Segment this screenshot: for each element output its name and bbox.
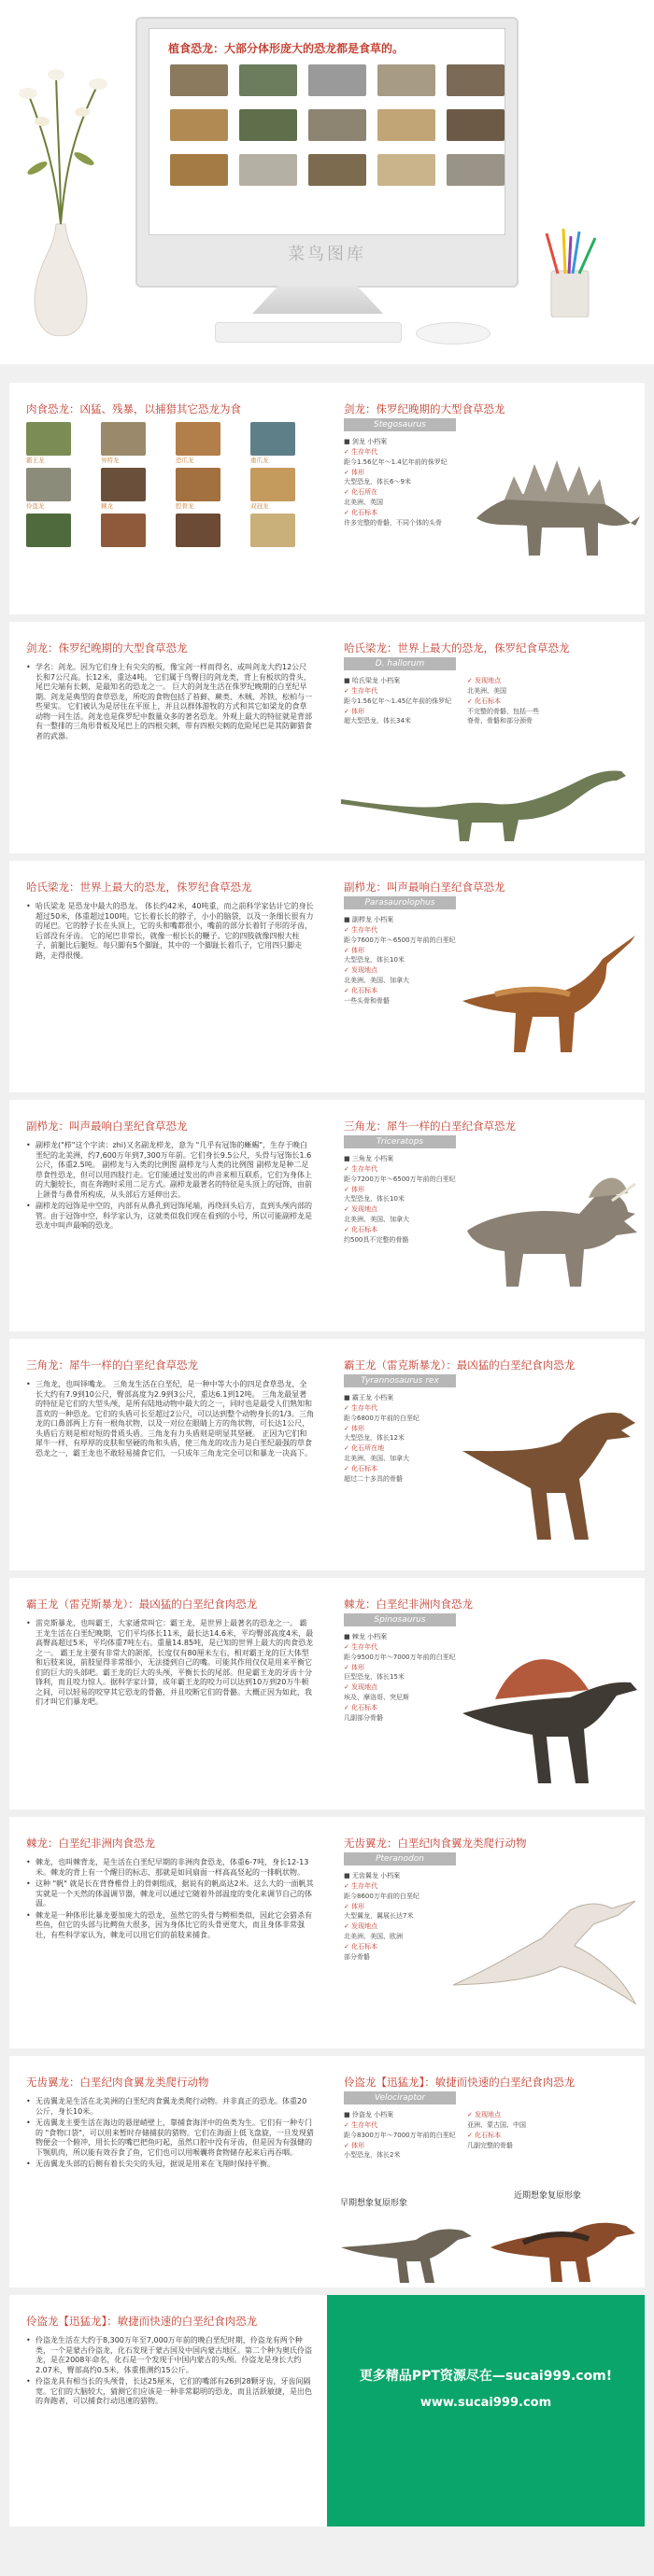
slide-pteranodon-profile bbox=[327, 1817, 645, 2048]
dino-grid bbox=[26, 422, 295, 557]
monitor-screen bbox=[149, 28, 505, 235]
bullet-item: • 伶盗龙具有相当长的头颅骨，长达25厘米，它们的嘴部有26到28颗牙齿，牙齿间隔宽。它们的大脑较大，猜测它们应该是一种非常聪明的恐龙，而且活跃敏捷，是出色的奔跑者，可以捕食行动迅速的猎物。 bbox=[26, 2377, 314, 2407]
slide-title: 肉食恐龙：凶猛、残暴，以捕猎其它恐龙为食 bbox=[26, 402, 241, 415]
slide-stegosaurus-profile bbox=[327, 383, 645, 614]
slide-pteranodon-text bbox=[9, 2056, 327, 2287]
thumb-item bbox=[239, 64, 297, 105]
flower-vase-icon bbox=[9, 56, 112, 336]
bullet-list bbox=[26, 1619, 314, 1710]
slide-title: 无齿翼龙：白垩纪肉食翼龙类爬行动物 bbox=[344, 1837, 527, 1850]
velociraptor-recent-icon bbox=[486, 2205, 640, 2285]
thumb-item bbox=[377, 154, 435, 194]
promo-url-link[interactable]: www.sucai999.com bbox=[419, 2396, 552, 2410]
slide-triceratops-profile bbox=[327, 1100, 645, 1331]
monitor bbox=[135, 17, 519, 288]
slide-tyrannosaurus-text bbox=[9, 1578, 327, 1809]
grid-item: 伶盗龙 bbox=[26, 468, 71, 512]
slide-title: 剑龙：侏罗纪晚期的大型食草恐龙 bbox=[26, 641, 188, 655]
grid-item bbox=[250, 514, 295, 557]
bullet-item: • 三角龙，也叫铎嘴龙。 三角龙生活在白垩纪，是一种中等大小的四足食草恐龙，全长大约有7.9到10公尺，臀部高度为2.9到3公尺，重达6.1到12吨。 三角龙最显著的特征是它们的大型头颅，是所有陆地动物中最大的之一，同时也是最受人们熟知和喜欢的一种恐龙。它们的头盾可长至超过2公尺，可以达到整个动物身长的1/3。三角龙的口鼻部两上方有一根角状物，以及一对位在眼睛上方的角状物，可长达1公尺，头盾后方则是相对短的骨质头盾。三角龙有力头盾则是明显其坚硬。 正因为它们和犀牛一样，有厚厚的皮肤和坚硬的角和头盾，使三角龙的攻击力是白垩纪最强的草食恐龙之一，霸王龙也不敢轻易捕食它们，一只成年三角龙完全可以和暴龙一决高下。 bbox=[26, 1380, 314, 1458]
bullet-item: • 无齿翼龙头部的后侧有着长尖尖的头冠，据说是用来在飞翔时保持平衡。 bbox=[26, 2160, 314, 2170]
species-tag: Parasaurolophus bbox=[344, 896, 456, 909]
thumb-item bbox=[377, 64, 435, 105]
slide-title: 无齿翼龙：白垩纪肉食翼龙类爬行动物 bbox=[26, 2076, 209, 2089]
bullet-item: • 棘龙是一种体形比暴龙要加庞大的恐龙，虽然它的头骨与鳄相类似，因此它会猎杀有些鱼，但它的头部与比鳄鱼大很多，因为身体比它的头骨更宽大，而且身体非常强壮，有些科学家认为，棘龙可以用它们的前肢来捕食。 bbox=[26, 1911, 314, 1941]
grid-item: 霸王龙 bbox=[26, 422, 71, 466]
bullet-list bbox=[26, 663, 314, 743]
bullet-item: • 哈氏梁龙 是恐龙中最大的恐龙。 体长约42米，40吨重，而之前科学家估计它的身长超过50米，体重超过100吨。它长着长长的脖子，小小的脑袋，以及一条细长很有力的尾巴。它的脖子长在头顶上，它的头和嘴都很小，嘴前的部分长着钉子形的牙齿，后部没有牙齿。 它的尾巴非常长，就像一根长长的鞭子。它的四肢就像四根大柱子，前腿比后腿短。每只脚有5个脚趾，其中的一个脚趾长着爪子，它用四只脚走路，走得很慢。 bbox=[26, 902, 314, 961]
slide-title: 三角龙：犀牛一样的白垩纪食草恐龙 bbox=[344, 1119, 516, 1133]
bullet-item: • 这种 "帆" 就是长在背脊椎骨上的骨刺组成，据说有的帆高达2米。这么大的一面帆其实就是一个天然的体温调节器，棘龙可以通过它随着外部温度的变化来调节自己的体温。 bbox=[26, 1879, 314, 1909]
thumb-item bbox=[308, 109, 366, 149]
thumb-item bbox=[447, 64, 505, 105]
bullet-item: • 学名：剑龙。因为它们身上有尖尖的板，像宝剑一样而得名，或叫剑龙大约12公尺长和7公尺高。长12米，重达4吨。 它们属于鸟臀目的剑龙类，背上有板状的骨头，尾巴尖端有长刺，是最知名的恐龙之一。 巨大的剑龙生活在侏罗纪晚期的白垩纪早期。剑龙是典型的食草恐龙，所吃的食物包括了苔藓、蕨类、木贼、苏铁、松柏与一些果实。 它们被认为是居住在平原上，并且以群体游牧的方式和其它如梁龙的食草动物一同生活。剑龙也是侏罗纪中数量众多的著名恐龙。外观上最大的特征就是背部有一整排的三角形骨板及尾巴上的四根尖刺，带有四根尖刺的危险尾巴是其防御猎食者的武器。 bbox=[26, 663, 314, 741]
slide-title: 棘龙：白垩纪非洲肉食恐龙 bbox=[26, 1837, 155, 1850]
slide-stegosaurus-text bbox=[9, 622, 327, 853]
species-tag: Triceratops bbox=[344, 1135, 456, 1148]
grid-item: 重爪龙 bbox=[250, 422, 295, 466]
keyboard bbox=[215, 322, 402, 343]
thumb-item bbox=[170, 64, 228, 105]
thumb-item bbox=[170, 109, 228, 149]
bullet-list bbox=[26, 1141, 314, 1233]
info-panel: ■ 副栉龙 小档案 ✓ 生存年代 距今7600万年～6500万年前的白垩纪 ✓ 体形 大型恐龙，体长10米 ✓ 发现地点 北美洲、美国、加拿大 ✓ 化石标本 一些头骨和骨骼 bbox=[344, 916, 456, 1005]
slide-title: 霸王龙（雷克斯暴龙）：最凶猛的白垩纪食肉恐龙 bbox=[344, 1358, 576, 1372]
thumb-item bbox=[239, 154, 297, 194]
thumb-item bbox=[447, 109, 505, 149]
bullet-list bbox=[26, 1380, 314, 1460]
species-tag: Velociraptor bbox=[344, 2091, 456, 2104]
species-tag: Stegosaurus bbox=[344, 418, 456, 431]
slide-title: 棘龙：白垩纪非洲肉食恐龙 bbox=[344, 1598, 473, 1611]
bullet-list bbox=[26, 2336, 314, 2409]
grid-item bbox=[176, 514, 220, 557]
slide-title: 伶盗龙【迅猛龙】：敏捷而快速的白垩纪食肉恐龙 bbox=[344, 2076, 576, 2089]
slide-hallorum-profile bbox=[327, 622, 645, 853]
slide-title: 副栉龙：叫声最响白垩纪食草恐龙 bbox=[344, 880, 505, 894]
species-tag: Spinosaurus bbox=[344, 1613, 456, 1626]
bullet-list bbox=[26, 1858, 314, 1942]
bullet-list bbox=[26, 2097, 314, 2172]
slide-title: 伶盗龙【迅猛龙】：敏捷而快速的白垩纪食肉恐龙 bbox=[26, 2315, 258, 2328]
slide-carnivores bbox=[9, 383, 327, 614]
stegosaurus-icon bbox=[467, 434, 640, 565]
bullet-item: • 伶盗龙生活在大约于8,300万年至7,000万年前的晚白垩纪时期，伶盗龙有两个种类，一个是蒙古伶盗龙，化石发现于蒙古国及中国内蒙古地区。第二个种为奥氏伶盗龙，是在2008年命名，化石是一个发现于中国内蒙古的头颅。伶盗龙是身长大约2.07米，臀部高约0.5米，体重推测约15公斤。 bbox=[26, 2336, 314, 2375]
thumb-item bbox=[239, 109, 297, 149]
bullet-item: • 副栉龙的冠饰是中空的，内部有从鼻孔到冠饰尾端，再绕回头后方，直到头颅内部的管。由于冠饰中空，科学家认为，这就类似我们现在看到的小号，所以可能副栉龙是恐龙中叫声最响的恐龙。 bbox=[26, 1202, 314, 1232]
screen-title: 植食恐龙：大部分体形庞大的恐龙都是食草的。 bbox=[168, 42, 405, 55]
grid-item: 棘龙 bbox=[101, 468, 146, 512]
diplodocus-icon bbox=[336, 753, 635, 846]
info-panel: ■ 无齿翼龙 小档案 ✓ 生存年代 距今8600万年前的白垩纪 ✓ 体形 大型翼龙，翼展长达7米 ✓ 发现地点 北美洲、美国、欧洲 ✓ 化石标本 部分骨骼 bbox=[344, 1872, 419, 1961]
slide-parasaurolophus-profile bbox=[327, 861, 645, 1092]
promo-text: 更多精品PPT资源尽在—sucai999.com! bbox=[359, 2369, 613, 2384]
thumb-item bbox=[308, 154, 366, 194]
thumb-item bbox=[447, 154, 505, 194]
info-panel-2: ✓ 发现地点 亚洲、蒙古国、中国 ✓ 化石标本 几副完整的骨骼 bbox=[467, 2111, 526, 2149]
species-tag: D. hallorum bbox=[344, 657, 456, 670]
slide-title: 霸王龙（雷克斯暴龙）：最凶猛的白垩纪食肉恐龙 bbox=[26, 1598, 258, 1611]
slide-title: 哈氏梁龙：世界上最大的恐龙，侏罗纪食草恐龙 bbox=[344, 641, 570, 655]
info-panel-2: ✓ 发现地点 北美洲、美国 ✓ 化石标本 不完整的骨骼，包括一些脊骨、骨骼和部分颈骨 bbox=[467, 677, 539, 725]
slide-title: 三角龙：犀牛一样的白垩纪食草恐龙 bbox=[26, 1358, 198, 1372]
grid-item: 双冠龙 bbox=[250, 468, 295, 512]
spinosaurus-icon bbox=[458, 1625, 640, 1793]
pencil-cup-icon bbox=[537, 229, 603, 317]
species-tag: Tyrannosaurus rex bbox=[344, 1374, 456, 1387]
info-panel: ■ 剑龙 小档案 ✓ 生存年代 距今1.56亿年～1.4亿年前的侏罗纪 ✓ 体形 大型恐龙，体长6～9米 ✓ 化石所在 北美洲、英国 ✓ 化石标本 许多完整的骨骼，不同个体的头骨 bbox=[344, 438, 448, 527]
hero-banner bbox=[0, 0, 654, 364]
bullet-item: • 雷克斯暴龙，也叫霸王，大家通常叫它：霸王龙，是世界上最著名的恐龙之一。 霸王龙生活在白垩纪晚期，它们平均体长11米，最长达14.6米，平均臀部高度4米，最高臀高超过5米，平均体重7吨左右。重量14.85吨，是已知的世界上最大的肉食恐龙之一。 霸王龙主要有非常大的颌部，长度仅有80厘米左右，相对霸王龙的巨大体型和后肢来说，前肢显得非常细小，无法搂到自己的嘴。可能其作用仅仅是用来平衡它们的巨大的头部吧。霸王龙的巨大的头颅，平衡长长的尾部。但是霸王龙的牙齿十分锋利，而且咬力惊人。据科学家计算，成年霸王龙的咬力可以达到10万到20万牛顿之间，可以轻易的咬穿其它恐龙的骨骼，并且咬断它们的骨骼。大概正因为如此，我们才叫它们暴龙吧。 bbox=[26, 1619, 314, 1708]
thumb-grid bbox=[170, 64, 505, 194]
early-image-label: 早期想象复原形象 bbox=[340, 2199, 408, 2208]
promo-banner[interactable] bbox=[327, 2295, 645, 2527]
slide-spinosaurus-text bbox=[9, 1817, 327, 2048]
slide-title: 副栉龙：叫声最响白垩纪食草恐龙 bbox=[26, 1119, 188, 1133]
species-tag: Pteranodon bbox=[344, 1852, 456, 1865]
slide-title: 剑龙：侏罗纪晚期的大型食草恐龙 bbox=[344, 402, 505, 415]
velociraptor-early-icon bbox=[336, 2210, 476, 2285]
bullet-list bbox=[26, 902, 314, 963]
info-panel: ■ 棘龙 小档案 ✓ 生存年代 距今9500万年～7000万年前的白垩纪 ✓ 体形 巨型恐龙，体长15米 ✓ 发现地点 埃及、摩洛哥、突尼斯 ✓ 化石标本 几副部分骨骼 bbox=[344, 1633, 456, 1722]
monitor-stand bbox=[252, 286, 383, 314]
info-panel: ■ 伶盗龙 小档案 ✓ 生存年代 距今8300万年～7000万年前的白垩纪 ✓ 体形 小型恐龙，体长2米 bbox=[344, 2111, 456, 2160]
tyrannosaurus-icon bbox=[458, 1386, 640, 1554]
slide-tyrannosaurus-profile bbox=[327, 1339, 645, 1570]
info-panel: ■ 三角龙 小档案 ✓ 生存年代 距今7200万年～6500万年前的白垩纪 ✓ 体形 大型恐龙，体长10米 ✓ 发现地点 北美洲、美国、加拿大 ✓ 化石标本 约500具不完整的骨骼 bbox=[344, 1155, 456, 1244]
info-panel: ■ 哈氏梁龙 小档案 ✓ 生存年代 距今1.56亿年～1.45亿年前的侏罗纪 ✓ 体形 超大型恐龙，体长34米 bbox=[344, 677, 452, 725]
grid-item: 恐爪龙 bbox=[176, 422, 220, 466]
grid-item: 异特龙 bbox=[101, 422, 146, 466]
thumb-item bbox=[377, 109, 435, 149]
slide-parasaurolophus-text bbox=[9, 1100, 327, 1331]
slide-triceratops-text bbox=[9, 1339, 327, 1570]
triceratops-icon bbox=[458, 1156, 640, 1296]
grid-item bbox=[26, 514, 71, 557]
slide-hallorum-text bbox=[9, 861, 327, 1092]
mouse bbox=[416, 322, 490, 345]
bullet-item: • 棘龙，也叫棘背龙，是生活在白垩纪早期的非洲肉食恐龙，体重6-7吨，身长12-13米。棘龙的背上有一个醒目的标志，那就是如同扇面一样高高竖起的一排帆状物。 bbox=[26, 1858, 314, 1878]
slide-velociraptor-profile bbox=[327, 2056, 645, 2287]
brand-watermark: 菜鸟图库 bbox=[288, 245, 366, 264]
recent-image-label: 近期想象复原形象 bbox=[514, 2191, 582, 2201]
bullet-item: • 无齿翼龙是生活在北美洲的白垩纪肉食翼龙类爬行动物。并非真正的恐龙。体重20公斤，身长10米。 bbox=[26, 2097, 314, 2117]
slide-spinosaurus-profile bbox=[327, 1578, 645, 1809]
slide-title: 哈氏梁龙：世界上最大的恐龙，侏罗纪食草恐龙 bbox=[26, 880, 252, 894]
grid-item bbox=[101, 514, 146, 557]
bullet-item: • 副栉龙("栉"这个字读：zhi)又名副龙栉龙，意为 "几乎有冠饰的蜥蜴"，生存于晚白垩纪的北美洲，约7,600万年到7,300万年前。它们身长9.5公尺，头骨与冠饰长1.6公尺，体重2.5吨。 副栉龙与入类的比例图 副栉龙与人类的比例图 副栉龙是种二足草食性恐龙，但可以用四肢行走。它们能通过发出的声音来相互联系，它们为身体上的大腿较长，而在奔跑时采用二足方式。副栉龙最著名的特征是头顶上的冠饰，由前上颌骨与鼻骨所构成，从头部后方延伸出去。 bbox=[26, 1141, 314, 1200]
thumb-item bbox=[170, 154, 228, 194]
slide-velociraptor-text bbox=[9, 2295, 327, 2527]
pteranodon-icon bbox=[448, 1873, 640, 2022]
grid-item: 腔骨龙 bbox=[176, 468, 220, 512]
thumb-item bbox=[308, 64, 366, 105]
parasaurolophus-icon bbox=[458, 912, 640, 1062]
info-panel: ■ 霸王龙 小档案 ✓ 生存年代 距今6800万年前的白垩纪 ✓ 体形 大型恐龙，体长12米 ✓ 化石所在地 北美洲、美国、加拿大 ✓ 化石标本 超过二十多具的骨骼 bbox=[344, 1394, 419, 1483]
bullet-item: • 无齿翼龙主要生活在海边的悬崖峭壁上，靠捕食海洋中的鱼类为生。它们有一种专门的 "食物口袋"，可以用来暂时存储捕获的猎物。它们在海面上低飞盘旋，一旦发现猎物便会一个俯冲，用长长的嘴巴把鱼叼起，虽然口腔中没有牙齿，但是因为有强健的下颚肌肉，所以能有效吞食了鱼，它们也可以用喉囊将食物储存起来后再吞咽。 bbox=[26, 2119, 314, 2158]
